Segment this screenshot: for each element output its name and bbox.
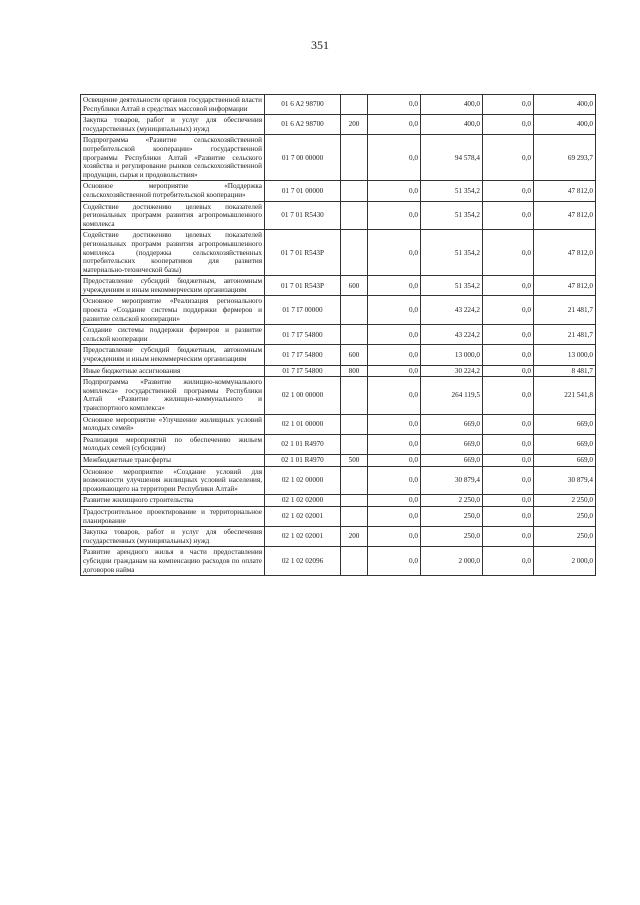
row-value-cell-1: 0,0 (368, 181, 421, 201)
row-value-cell-1: 0,0 (368, 527, 421, 547)
row-expense-type-cell: 500 (341, 454, 368, 466)
row-value-cell-4: 669,0 (534, 454, 596, 466)
row-value-cell-1: 0,0 (368, 345, 421, 365)
row-code-cell: 01 7 I7 54800 (265, 345, 341, 365)
row-expense-type-cell (341, 547, 368, 576)
row-value-cell-4: 47 812,0 (534, 230, 596, 276)
row-value-cell-4: 21 481,7 (534, 325, 596, 345)
row-name-cell: Освещение деятельности органов государственной власти Республики Алтай в средствах массовой информации (81, 95, 265, 115)
row-expense-type-cell: 200 (341, 527, 368, 547)
row-expense-type-cell (341, 506, 368, 526)
row-value-cell-2: 30 879,4 (421, 466, 483, 495)
row-expense-type-cell (341, 135, 368, 181)
row-value-cell-2: 51 354,2 (421, 181, 483, 201)
row-name-cell: Создание системы поддержки фермеров и развитие сельской кооперации (81, 325, 265, 345)
row-name-cell: Градостроительное проектирование и территориальное планирование (81, 506, 265, 526)
row-value-cell-1: 0,0 (368, 296, 421, 325)
row-name-cell: Основное мероприятие «Улучшение жилищных условий молодых семей» (81, 414, 265, 434)
table-row (81, 325, 596, 345)
row-expense-type-cell: 200 (341, 115, 368, 135)
row-expense-type-cell (341, 377, 368, 414)
table-row (81, 230, 596, 276)
row-value-cell-2: 250,0 (421, 527, 483, 547)
row-value-cell-3: 0,0 (483, 365, 534, 377)
table-row (81, 201, 596, 230)
row-value-cell-3: 0,0 (483, 506, 534, 526)
row-code-cell: 01 7 I7 00000 (265, 296, 341, 325)
row-value-cell-2: 669,0 (421, 414, 483, 434)
row-code-cell: 02 1 02 02096 (265, 547, 341, 576)
table-row (81, 495, 596, 507)
row-name-cell: Иные бюджетные ассигнования (81, 365, 265, 377)
row-value-cell-4: 21 481,7 (534, 296, 596, 325)
row-value-cell-4: 47 812,0 (534, 181, 596, 201)
row-name-cell: Содействие достижению целевых показателей региональных программ развития агропромышленного комплекса (поддержка сельскохозяйственных потребительских кооперативов для развития материально-технической базы) (81, 230, 265, 276)
row-value-cell-4: 47 812,0 (534, 201, 596, 230)
table-row (81, 345, 596, 365)
table-row (81, 547, 596, 576)
row-value-cell-2: 51 354,2 (421, 230, 483, 276)
row-value-cell-2: 2 000,0 (421, 547, 483, 576)
row-expense-type-cell (341, 325, 368, 345)
row-name-cell: Реализация мероприятий по обеспечению жильем молодых семей (субсидии) (81, 434, 265, 454)
table-row (81, 296, 596, 325)
row-value-cell-3: 0,0 (483, 95, 534, 115)
row-value-cell-4: 669,0 (534, 414, 596, 434)
row-value-cell-4: 250,0 (534, 527, 596, 547)
row-value-cell-3: 0,0 (483, 377, 534, 414)
row-value-cell-2: 669,0 (421, 434, 483, 454)
row-code-cell: 02 1 02 02001 (265, 527, 341, 547)
row-value-cell-3: 0,0 (483, 181, 534, 201)
row-code-cell: 02 1 02 02001 (265, 506, 341, 526)
row-value-cell-4: 400,0 (534, 95, 596, 115)
row-name-cell: Основное мероприятие «Реализация регионального проекта «Создание системы поддержки фермеров и развитие сельской кооперации» (81, 296, 265, 325)
row-value-cell-3: 0,0 (483, 201, 534, 230)
row-value-cell-2: 400,0 (421, 95, 483, 115)
row-expense-type-cell (341, 95, 368, 115)
row-value-cell-4: 2 000,0 (534, 547, 596, 576)
row-value-cell-1: 0,0 (368, 276, 421, 296)
row-value-cell-1: 0,0 (368, 495, 421, 507)
row-expense-type-cell: 600 (341, 276, 368, 296)
row-code-cell: 02 1 01 00000 (265, 414, 341, 434)
row-value-cell-1: 0,0 (368, 230, 421, 276)
row-value-cell-4: 69 293,7 (534, 135, 596, 181)
row-code-cell: 01 7 I7 54800 (265, 325, 341, 345)
row-value-cell-1: 0,0 (368, 115, 421, 135)
row-expense-type-cell (341, 466, 368, 495)
table-row (81, 377, 596, 414)
row-value-cell-2: 94 578,4 (421, 135, 483, 181)
table-row (81, 527, 596, 547)
row-value-cell-1: 0,0 (368, 454, 421, 466)
row-name-cell: Развитие арендного жилья в части предоставления субсидии гражданам на компенсацию расходов по оплате договоров найма (81, 547, 265, 576)
row-value-cell-2: 30 224,2 (421, 365, 483, 377)
row-value-cell-4: 2 250,0 (534, 495, 596, 507)
row-expense-type-cell (341, 414, 368, 434)
row-name-cell: Предоставление субсидий бюджетным, автономным учреждениям и иным некоммерческим организациям (81, 345, 265, 365)
row-value-cell-3: 0,0 (483, 414, 534, 434)
row-name-cell: Основное мероприятие «Поддержка сельскохозяйственной потребительской кооперации» (81, 181, 265, 201)
table-row (81, 454, 596, 466)
row-value-cell-3: 0,0 (483, 230, 534, 276)
row-value-cell-1: 0,0 (368, 547, 421, 576)
table-row (81, 434, 596, 454)
row-code-cell: 01 7 01 R543P (265, 230, 341, 276)
row-code-cell: 01 7 01 R5430 (265, 201, 341, 230)
row-name-cell: Закупка товаров, работ и услуг для обеспечения государственных (муниципальных) нужд (81, 115, 265, 135)
row-expense-type-cell (341, 230, 368, 276)
row-value-cell-2: 264 119,5 (421, 377, 483, 414)
row-code-cell: 02 1 01 R4970 (265, 434, 341, 454)
table-row (81, 95, 596, 115)
budget-table (80, 94, 596, 576)
row-value-cell-2: 13 000,0 (421, 345, 483, 365)
table-row (81, 365, 596, 377)
table-body (81, 95, 596, 576)
row-value-cell-2: 51 354,2 (421, 276, 483, 296)
row-value-cell-3: 0,0 (483, 466, 534, 495)
row-value-cell-4: 221 541,8 (534, 377, 596, 414)
row-value-cell-3: 0,0 (483, 345, 534, 365)
row-name-cell: Содействие достижению целевых показателей региональных программ развития агропромышленного комплекса (81, 201, 265, 230)
row-value-cell-3: 0,0 (483, 527, 534, 547)
row-value-cell-1: 0,0 (368, 201, 421, 230)
table-row (81, 135, 596, 181)
row-code-cell: 01 6 A2 98700 (265, 115, 341, 135)
row-value-cell-1: 0,0 (368, 325, 421, 345)
table-row (81, 414, 596, 434)
row-name-cell: Закупка товаров, работ и услуг для обеспечения государственных (муниципальных) нужд (81, 527, 265, 547)
table-row (81, 181, 596, 201)
row-value-cell-1: 0,0 (368, 135, 421, 181)
row-value-cell-2: 250,0 (421, 506, 483, 526)
row-code-cell: 01 6 A2 98700 (265, 95, 341, 115)
row-expense-type-cell (341, 495, 368, 507)
row-value-cell-2: 43 224,2 (421, 325, 483, 345)
row-expense-type-cell (341, 201, 368, 230)
row-value-cell-4: 250,0 (534, 506, 596, 526)
row-value-cell-4: 47 812,0 (534, 276, 596, 296)
row-expense-type-cell (341, 434, 368, 454)
row-name-cell: Основное мероприятие «Создание условий для возможности улучшения жилищных условий населения, проживающего на территории Республики Алтай» (81, 466, 265, 495)
row-value-cell-3: 0,0 (483, 135, 534, 181)
row-value-cell-4: 669,0 (534, 434, 596, 454)
row-code-cell: 02 1 02 02000 (265, 495, 341, 507)
row-value-cell-3: 0,0 (483, 547, 534, 576)
row-code-cell: 02 1 00 00000 (265, 377, 341, 414)
row-name-cell: Развитие жилищного строительства (81, 495, 265, 507)
row-value-cell-3: 0,0 (483, 325, 534, 345)
page-number: 351 (311, 38, 329, 52)
row-value-cell-2: 51 354,2 (421, 201, 483, 230)
row-expense-type-cell (341, 296, 368, 325)
table-row (81, 466, 596, 495)
row-value-cell-1: 0,0 (368, 506, 421, 526)
row-expense-type-cell: 800 (341, 365, 368, 377)
row-code-cell: 01 7 01 R543P (265, 276, 341, 296)
row-expense-type-cell: 600 (341, 345, 368, 365)
row-code-cell: 02 1 02 00000 (265, 466, 341, 495)
row-value-cell-2: 669,0 (421, 454, 483, 466)
table-row (81, 506, 596, 526)
row-value-cell-2: 2 250,0 (421, 495, 483, 507)
row-name-cell: Межбюджетные трансферты (81, 454, 265, 466)
row-code-cell: 01 7 00 00000 (265, 135, 341, 181)
row-value-cell-3: 0,0 (483, 434, 534, 454)
row-value-cell-1: 0,0 (368, 466, 421, 495)
row-value-cell-2: 400,0 (421, 115, 483, 135)
table-row (81, 276, 596, 296)
row-value-cell-3: 0,0 (483, 115, 534, 135)
row-value-cell-1: 0,0 (368, 434, 421, 454)
row-value-cell-2: 43 224,2 (421, 296, 483, 325)
row-code-cell: 02 1 01 R4970 (265, 454, 341, 466)
row-value-cell-1: 0,0 (368, 95, 421, 115)
row-value-cell-1: 0,0 (368, 414, 421, 434)
row-value-cell-3: 0,0 (483, 495, 534, 507)
row-expense-type-cell (341, 181, 368, 201)
row-value-cell-4: 30 879,4 (534, 466, 596, 495)
row-code-cell: 01 7 01 00000 (265, 181, 341, 201)
row-value-cell-4: 8 481,7 (534, 365, 596, 377)
row-value-cell-1: 0,0 (368, 377, 421, 414)
row-name-cell: Подпрограмма «Развитие сельскохозяйственной потребительской кооперации» государственной программы Республики Алтай «Развитие сельского хозяйства и регулирование рынков сельскохозяйственной продукции, сырья и продовольствия» (81, 135, 265, 181)
table-row (81, 115, 596, 135)
row-value-cell-3: 0,0 (483, 296, 534, 325)
row-value-cell-1: 0,0 (368, 365, 421, 377)
row-name-cell: Подпрограмма «Развитие жилищно-коммунального комплекса» государственной программы Республики Алтай «Развитие жилищно-коммунального и транспортного комплекса» (81, 377, 265, 414)
row-value-cell-4: 400,0 (534, 115, 596, 135)
row-value-cell-4: 13 000,0 (534, 345, 596, 365)
row-name-cell: Предоставление субсидий бюджетным, автономным учреждениям и иным некоммерческим организациям (81, 276, 265, 296)
row-value-cell-3: 0,0 (483, 454, 534, 466)
row-code-cell: 01 7 I7 54800 (265, 365, 341, 377)
row-value-cell-3: 0,0 (483, 276, 534, 296)
